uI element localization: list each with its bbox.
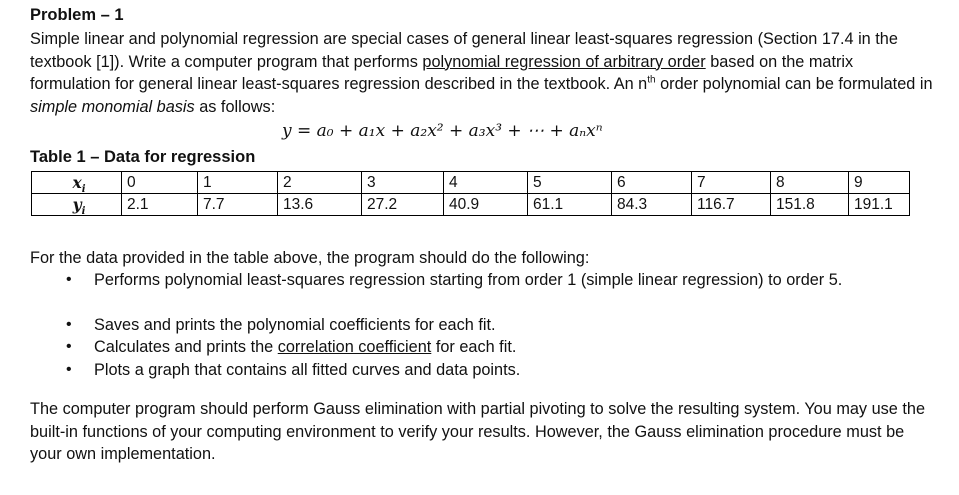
- intro-paragraph: [30, 28, 935, 118]
- polynomial-equation: y = a₀ + a₁x + a₂x² + a₃x³ + ⋯ + aₙxⁿ: [282, 121, 603, 141]
- table-cell: 151.8: [771, 194, 849, 216]
- table-cell: 116.7: [692, 194, 771, 216]
- intro-text-b: based on the matrix formulation for general linear least-squares regression described in the textbook. An n: [30, 52, 854, 93]
- tasks-intro: For the data provided in the table above, the program should do the following:: [30, 249, 590, 267]
- table-cell: 5: [528, 172, 612, 194]
- table-cell: 7: [692, 172, 771, 194]
- table-cell: 0: [122, 172, 198, 194]
- table-cell: 61.1: [528, 194, 612, 216]
- table-caption: Table 1 – Data for regression: [30, 148, 256, 166]
- closing-paragraph: The computer program should perform Gauss elimination with partial pivoting to solve the resulting system. You may use the built-in functions of your computing environment to verify your results. However, the Gauss elimination procedure must be your own implementation.: [30, 400, 926, 463]
- bullet-icon: •: [66, 271, 72, 288]
- table-row-y: [32, 194, 910, 216]
- table-cell: 9: [849, 172, 910, 194]
- task-list: [62, 269, 922, 381]
- bullet-icon: •: [66, 338, 72, 355]
- regression-data-table: [31, 171, 910, 216]
- table-cell: 3: [362, 172, 444, 194]
- table-cell: 2: [278, 172, 362, 194]
- table-cell: 8: [771, 172, 849, 194]
- table-cell: 27.2: [362, 194, 444, 216]
- link-correlation-coefficient: correlation coefficient: [277, 338, 432, 356]
- row-header-x: $x_i$: [32, 172, 122, 194]
- intro-text-d: as follows:: [194, 97, 276, 116]
- table-cell: 13.6: [278, 194, 362, 216]
- table-cell: 40.9: [444, 194, 528, 216]
- bullet-icon: •: [66, 315, 72, 333]
- table-cell: 2.1: [122, 194, 198, 216]
- table-cell: 191.1: [849, 194, 910, 216]
- link-polynomial-regression: polynomial regression of arbitrary order: [422, 52, 706, 71]
- list-item: • Calculates and prints the correlation coefficient for each fit.: [62, 336, 922, 359]
- row-header-y: $y_i$: [32, 194, 122, 216]
- list-item: • Performs polynomial least-squares regression starting from order 1 (simple linear regression) to order 5.: [62, 269, 922, 292]
- intro-text-c: order polynomial can be formulated in: [655, 75, 933, 93]
- list-item: • Saves and prints the polynomial coefficients for each fit.: [62, 314, 922, 337]
- table-cell: 1: [198, 172, 278, 194]
- table-row-x: [32, 172, 910, 194]
- intro-superscript: th: [647, 74, 656, 86]
- problem-title: Problem – 1: [30, 6, 124, 24]
- table-cell: 7.7: [198, 194, 278, 216]
- intro-text-a: Simple linear and polynomial regression are special cases of general linear least-squares regression (Section 17.4 in the textbook [1]). Write a computer program that performs: [30, 30, 898, 71]
- bullet-icon: •: [66, 360, 72, 378]
- table-cell: 6: [612, 172, 692, 194]
- list-item: • Plots a graph that contains all fitted curves and data points.: [62, 359, 922, 382]
- table-cell: 4: [444, 172, 528, 194]
- intro-emphasis: simple monomial basis: [30, 97, 195, 116]
- table-cell: 84.3: [612, 194, 692, 216]
